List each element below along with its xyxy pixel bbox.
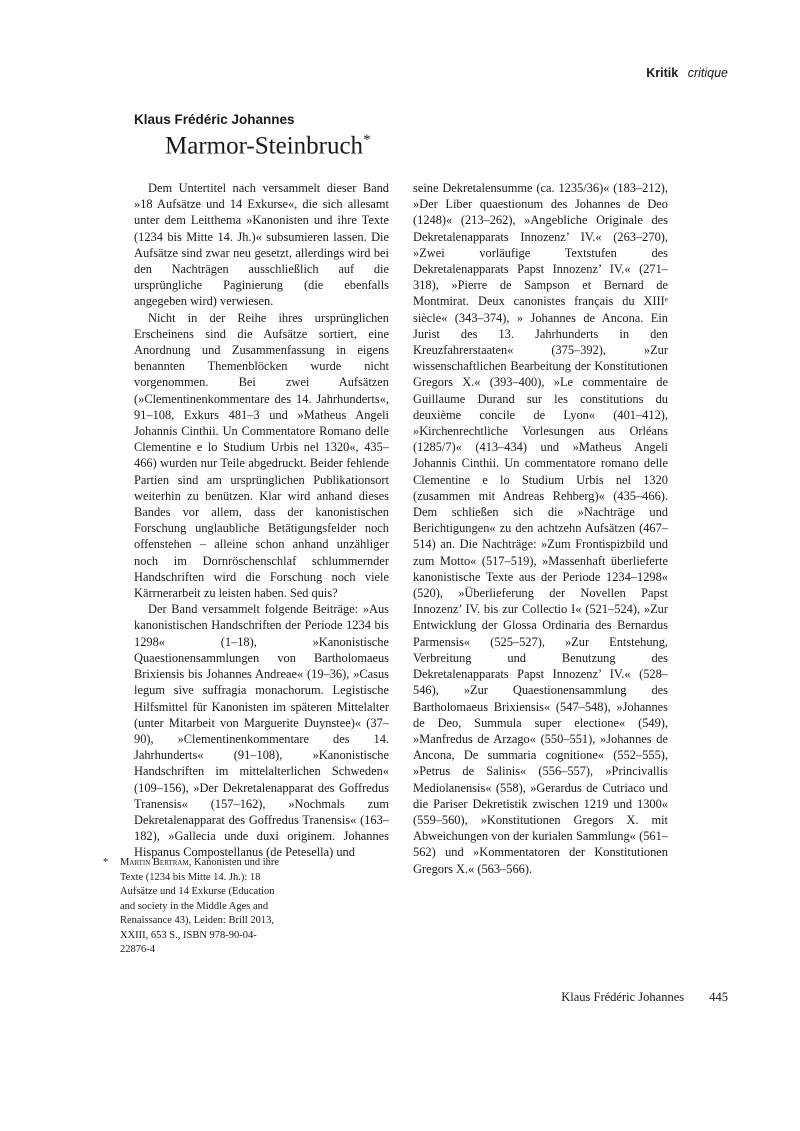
paragraph: Dem Untertitel nach versammelt dieser Band »18 Aufsätze und 14 Exkurse«, die sich allesamt unter dem Leitthema »Kanonisten und ihre Texte (1234 bis Mitte 14. Jh.)« subsumieren lassen. Die Aufsätze sind zwar neu gesetzt, allerdings wird bei den Nachträgen ausschließlich auf die ursprüngliche Paginierung (die ebenfalls angegeben wird) verwiesen. <box>134 181 389 309</box>
paragraph: Nicht in der Reihe ihres ursprünglichen Erscheinens sind die Aufsätze sortiert, eine Anordnung und Zusammenfassung in eigens benannten Themenblöcken wurde nicht vorgenommen. Bei zwei Aufsätzen (»Clementinenkommentare des 14. Jahrhunderts«, 91–108, Exkurs 481–3 und »Matheus Angeli Johannis Cinthii. Un Commentatore Romano delle Clementine e lo Studium Urbis nel 1320«, 435–466) wurden nur Teile abgedruckt. Beider fehlende Partien sind am ursprünglichen Publikationsort weiterhin zu benützen. Klar wird anhand dieses Bandes vor allem, dass der kanonistischen Forschung unglaubliche Betätigungsfelder noch offenstehen – alleine schon anhand unzähliger noch im Dornröschenschlaf schlummernder Handschriften wird die Forschung noch viele Kärrnerarbeit zu leisten haben. Sed quis? <box>134 310 389 601</box>
article-author: Klaus Frédéric Johannes <box>134 112 295 127</box>
body-column-right <box>413 180 668 877</box>
article-title-text: Marmor-Steinbruch <box>165 132 364 160</box>
footnote-text: , Kanonisten und ihre Texte (1234 bis Mitte 14. Jh.): 18 Aufsätze und 14 Exkurse (Education and society in the Middle Ages and Renaissance 43), Leiden: Brill 2013, XXIII, 653 S., ISBN 978-90-04-22876-4 <box>120 857 280 955</box>
running-head-section: Kritik <box>646 66 679 80</box>
title-footnote-mark: * <box>363 132 371 148</box>
paragraph: Der Band versammelt folgende Beiträge: »Aus kanonistischen Handschriften der Periode 1234 bis 1298« (1–18), »Kanonistische Quaestionensammlungen von Bartholomaeus Brixiensis bis Johannes Andreae« (19–36), »Casus legum sive suffragia monachorum. Legistische Hilfsmittel für Kanonisten im späteren Mittelalter (unter Mitarbeit von Marguerite Duynstee)« (37–90), »Clementinenkommentare des 14. Jahrhunderts« (91–108), »Kanonistische Handschriften im mittelalterlichen Schweden« (109–156), »Der Dekretalenapparat des Goffredus Tranensis« (157–162), »Nochmals zum Dekretalenapparat des Goffredus Tranensis« (163–182), »Gallecia unde duxi originem. Johannes Hispanus Compostellanus (de Petesella) und <box>134 602 389 860</box>
footnote-body <box>120 856 283 958</box>
footnote-author-name: Martin Bertram <box>120 857 189 868</box>
running-head-section-fr: critique <box>687 66 728 80</box>
page-number: 445 <box>709 990 728 1004</box>
paragraph-continued: seine Dekretalensumme (ca. 1235/36)« (183–212), »Der Liber quaestionum des Johannes de Deo (1248)« (213–262), »Angebliche Originale des Dekretalenapparats Innozenz’ IV.« (263–270), »Zwei vorläufige Textstufen des Dekretalenapparats Papst Innozenz’ IV.« (271–318), »Pierre de Sampson et Bernard de Montmirat. Deux canonistes français du XIIIᵉ siècle« (343–374), » Johannes de Ancona. Ein Jurist des 13. Jahrhunderts in den Kreuzfahrerstaaten« (375–392), »Zur wissenschaftlichen Bearbeitung der Konstitutionen Gregors X.« (393–400), »Le commentaire de Guillaume Durand sur les constitutions du deuxième concile de Lyon« (401–412), »Kirchenrechtliche Vorlesungen aus Orléans (1285/7)« (413–434) und »Matheus Angeli Johannis Cinthii. Un commentatore romano delle Clementine e lo Studium Urbis nel 1320 (zusammen mit Andreas Rehberg)« (435–466). Dem schließen sich die »Nachträge und Berichtigungen« zu den achtzehn Aufsätzen (467–514) an. Die Nachträge: »Zum Frontispizbild und zum Motto« (517–519), »Massenhaft überlieferte kanonistische Texte aus der Periode 1234–1298« (520), »Überlieferung der Novellen Papst Innozenz’ IV. bis zur Collectio I« (521–524), »Zur Entwicklung der Glossa Ordinaria des Bernardus Parmensis« (525–527), »Zur Entstehung, Verbreitung und Benutzung des Dekretalenapparats Papst Innozenz’ IV.« (528–546), »Zur Quaestionensammlung des Bartholomaeus Brixiensis« (547–548), »Johannes de Deo, Summula super electione« (549), »Manfredus de Arzago« (550–551), »Johannes de Ancona, De summaria cognitione« (552–555), »Petrus de Salinis« (556–557), »Princivallis Mediolanensis« (558), »Gerardus de Cutriaco und die Pariser Dekretistik zwischen 1219 und 1300« (559–560), »Konstitutionen Gregors X. mit Abweichungen von der kurialen Sammlung« (561–562) und »Kommentatoren der Konstitutionen Gregors X.« (563–566). <box>413 181 668 876</box>
body-column-left <box>134 180 389 861</box>
page-footer <box>561 990 728 1005</box>
article-title <box>165 132 371 160</box>
footnote <box>103 856 283 958</box>
footer-author: Klaus Frédéric Johannes <box>561 990 685 1004</box>
footnote-mark: * <box>103 857 109 868</box>
running-head <box>646 66 728 80</box>
